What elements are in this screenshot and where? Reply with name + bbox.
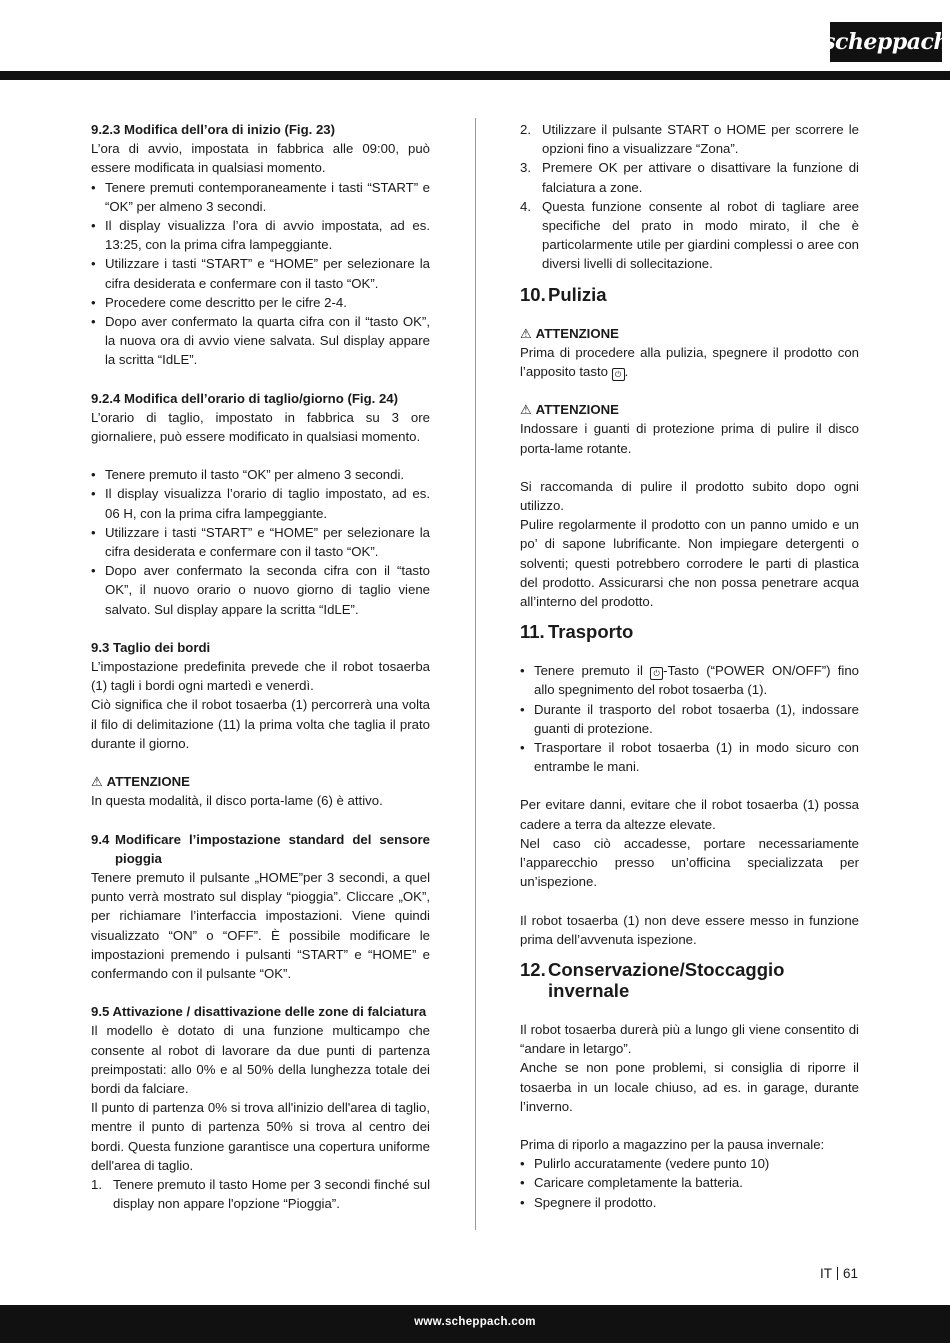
list-item: • Tenere premuti contemporaneamente i tasti “START” e “OK” per almeno 3 secondi. (91, 178, 430, 216)
heading-9-5: 9.5 Attivazione / disattivazione delle zone di falciatura (91, 1004, 427, 1020)
list-item: • Il display visualizza l’ora di avvio impostata, ad es. 13:25, con la prima cifra lampeggiante. (91, 216, 430, 254)
paragraph: Il robot tosaerba durerà più a lungo gli viene consentito di “andare in letargo”. (520, 1021, 859, 1057)
warning-text: In questa modalità, il disco porta-lame (6) è attivo. (91, 793, 383, 809)
list-item: • Tenere premuto il ⏻ -Tasto (“POWER ON/OFF”) fino allo spegnimento del robot tosaerba (1). (520, 661, 859, 699)
list-item: • Spegnere il prodotto. (520, 1193, 859, 1212)
paragraph: L’impostazione predefinita prevede che il robot tosaerba (1) tagli i bordi ogni martedì e venerdì. (91, 659, 430, 694)
paragraph: Ciò significa che il robot tosaerba (1) percorrerà una volta il filo di delimitazione (11) la prima volta che taglia il prato durante il giorno. (91, 697, 430, 751)
footer-bar (0, 1305, 950, 1343)
header-rule (0, 71, 950, 80)
list-item: • Procedere come descritto per le cifre 2-4. (91, 293, 430, 312)
power-icon: ⏻ (612, 368, 625, 381)
list-item: • Pulirlo accuratamente (vedere punto 10) (520, 1154, 859, 1173)
list-item: 1. Tenere premuto il tasto Home per 3 secondi finché sul display non appare l'opzione “Pioggia”. (91, 1176, 430, 1212)
page-number: IT 61 (820, 1266, 859, 1281)
heading-9-3: 9.3 Taglio dei bordi (91, 639, 211, 655)
warning-heading: ⚠ ATTENZIONE (91, 772, 430, 791)
left-column (91, 120, 430, 1213)
paragraph: Il robot tosaerba (1) non deve essere messo in funzione prima dell’avvenuta ispezione. (520, 912, 859, 947)
right-column (520, 120, 859, 1212)
warning-icon: ⚠ (91, 774, 103, 790)
power-icon: ⏻ (650, 667, 663, 680)
list-item: 3. Premere OK per attivare o disattivare la funzione di falciatura a zone. (520, 160, 859, 195)
heading-11: 11. Trasporto (520, 621, 634, 643)
list-item: • Utilizzare i tasti “START” e “HOME” per selezionare la cifra desiderata e confermare con il tasto “OK”. (91, 254, 430, 292)
paragraph: Pulire regolarmente il prodotto con un panno umido e un po’ di sapone lubrificante. Non impiegare detergenti o solventi; questi potrebbero corrodere le parti di plastica del prodotto. Assicurarsi che non possa penetrare acqua all’interno del prodotto. (520, 517, 859, 610)
heading-10: 10. Pulizia (520, 283, 607, 305)
list-item: • Caricare completamente la batteria. (520, 1173, 859, 1192)
paragraph: Tenere premuto il pulsante „HOME”per 3 secondi, a quel punto verrà mostrato sul display “pioggia”. Cliccare „OK”, per richiamare l’interfaccia impostazioni. Viene quindi visualizzato “ON” o “OFF”. È possibile modificare le impostazioni premendo i pulsanti “START” e “HOME” e confermando con il pulsante “OK”. (91, 869, 430, 981)
brand-logo: scheppach (830, 22, 942, 62)
heading-9-2-3: 9.2.3 Modifica dell’ora di inizio (Fig. 23) (91, 122, 336, 137)
warning-icon: ⚠ (520, 325, 532, 341)
list-9-2-3 (91, 178, 430, 370)
warning-text: Indossare i guanti di protezione prima di pulire il disco porta-lame rotante. (520, 421, 859, 456)
steps-list-continued (520, 120, 859, 274)
list-item: • Dopo aver confermato la seconda cifra con il “tasto OK”, il nuovo orario o nuovo giorno di taglio viene salvato. Sul display appare la scritta “IdLE”. (91, 561, 430, 619)
warning-icon: ⚠ (520, 402, 532, 418)
warning-heading: ⚠ ATTENZIONE (520, 400, 859, 419)
paragraph: Nel caso ciò accadesse, portare necessariamente l’apparecchio presso un’officina specializzata per un’ispezione. (520, 835, 859, 890)
list-12 (520, 1154, 859, 1212)
list-item: • Tenere premuto il tasto “OK” per almeno 3 secondi. (91, 465, 430, 484)
list-item: • Durante il trasporto del robot tosaerba (1), indossare guanti di protezione. (520, 700, 859, 738)
list-item: • Il display visualizza l’orario di taglio impostato, ad es. 06 H, con la prima cifra lampeggiante. (91, 484, 430, 522)
list-item: • Utilizzare i tasti “START” e “HOME” per selezionare la cifra desiderata e confermare con il tasto “OK”. (91, 523, 430, 561)
list-item: 2. Utilizzare il pulsante START o HOME per scorrere le opzioni fino a visualizzare “Zona”. (520, 122, 859, 157)
list-item: • Trasportare il robot tosaerba (1) in modo sicuro con entrambe le mani. (520, 738, 859, 776)
list-9-2-4 (91, 465, 430, 619)
warning-heading: ⚠ ATTENZIONE (520, 324, 859, 343)
list-item: • Dopo aver confermato la quarta cifra con il “tasto OK”, la nuova ora di avvio viene salvata. Sul display appare la scritta “IdLE”. (91, 312, 430, 370)
heading-9-4: 9.4 Modificare l’impostazione standard del sensore pioggia (91, 831, 430, 866)
heading-12: 12. Conservazione/Stoccaggio invernale (520, 958, 785, 1001)
paragraph: Il punto di partenza 0% si trova all'inizio dell'area di taglio, mentre il punto di partenza 50% si trova al centro dei bordi. Questa funzione garantisce una copertura uniforme dell'area di taglio. (91, 1100, 430, 1173)
paragraph: Il modello è dotato di una funzione multicampo che consente al robot di lavorare da due punti di partenza preimpostati: allo 0% e al 50% della lunghezza totale dei bordi da falciare. (91, 1023, 430, 1096)
warning-text: Prima di procedere alla pulizia, spegnere il prodotto con l’apposito tasto ⏻ . (520, 344, 859, 380)
steps-list (91, 1175, 430, 1213)
paragraph: Si raccomanda di pulire il prodotto subito dopo ogni utilizzo. (520, 478, 859, 514)
paragraph: Per evitare danni, evitare che il robot tosaerba (1) possa cadere a terra da altezze elevate. (520, 797, 859, 832)
paragraph: Anche se non pone problemi, si consiglia di riporre il tosaerba in un locale chiuso, ad es. in garage, durante l’inverno. (520, 1060, 859, 1114)
list-11 (520, 661, 859, 776)
paragraph: L’ora di avvio, impostata in fabbrica alle 09:00, può essere modificata in qualsiasi momento. (91, 141, 430, 176)
heading-9-2-4: 9.2.4 Modifica dell’orario di taglio/giorno (Fig. 24) (91, 390, 399, 406)
column-divider (475, 118, 476, 1230)
paragraph: Prima di riporlo a magazzino per la pausa invernale: (520, 1136, 825, 1152)
footer-url[interactable]: www.scheppach.com (414, 1316, 536, 1328)
paragraph: L’orario di taglio, impostato in fabbrica su 3 ore giornaliere, può essere modificato in qualsiasi momento. (91, 409, 430, 445)
list-item: 4. Questa funzione consente al robot di tagliare aree specifiche del prato in modo mirato, il che è particolarmente utile per giardini complessi o aree con diversi livelli di sollecitazione. (520, 198, 859, 272)
